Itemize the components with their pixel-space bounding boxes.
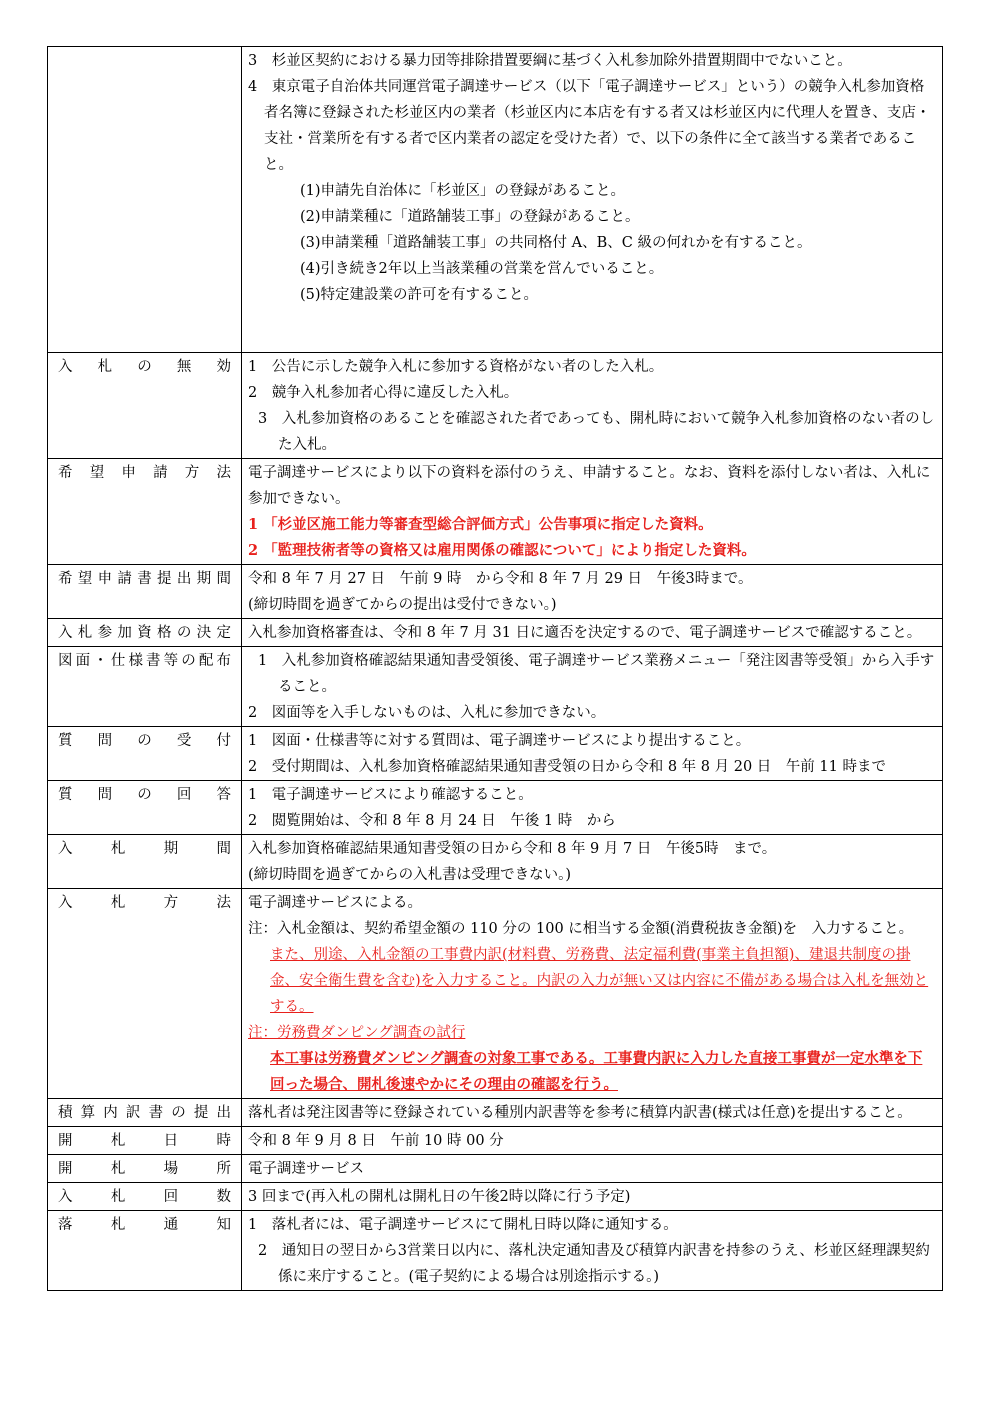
drawings-distribution-label-cell: [48, 647, 242, 727]
invalid-bid-item-1: 1 公告に示した競争入札に参加する資格がない者のした入札。: [248, 359, 664, 375]
application-period-label: 希望申請書提出期間: [58, 571, 231, 587]
application-required-doc-2: 2 「監理技術者等の資格又は雇用関係の確認について」により指定した資料。: [248, 542, 756, 559]
table-row-bid-method: [48, 889, 943, 1099]
application-period-line-2: (締切時間を過ぎてからの提出は受付できない。): [248, 597, 557, 613]
opening-place-text: 電子調達サービス: [248, 1161, 364, 1177]
application-required-doc-1: 1 「杉並区施工能力等審査型総合評価方式」公告事項に指定した資料。: [248, 516, 713, 533]
qualification-decision-label-cell: [48, 619, 242, 647]
condition-3: (3)申請業種「道路舗装工事」の共同格付 A、B、C 級の何れかを有すること。: [300, 235, 812, 251]
bid-period-line-2: (締切時間を過ぎてからの入札書は受理できない。): [248, 867, 572, 883]
award-notice-label-cell: [48, 1211, 242, 1291]
qualification-decision-content-cell: [242, 619, 943, 647]
bid-method-cost-breakdown-text: また、別途、入札金額の工事費内訳(材料費、労務費、法定福利費(事業主負担額)、建退共制度の掛金、安全衛生費を含む)を入力すること。内訳の入力が無い又は内容に不備がある場合は入札を無効とする。: [270, 947, 929, 1015]
application-period-label-cell: [48, 565, 242, 619]
question-answer-label-cell: [48, 781, 242, 835]
bid-period-line-1: 入札参加資格確認結果通知書受領の日から令和 8 年 9 月 7 日 午後5時 まで。: [248, 841, 777, 857]
question-receipt-item-2: 2 受付期間は、入札参加資格確認結果通知書受領の日から令和 8 年 8 月 20 日 午前 11 時まで: [248, 759, 886, 775]
award-notice-label: 落 札 通 知: [58, 1217, 231, 1233]
bid-method-dumping-note-text: 本工事は労務費ダンピング調査の対象工事である。工事費内訳に入力した直接工事費が一定水準を下回った場合、開札後速やかにその理由の確認を行う。: [270, 1050, 923, 1093]
table-row-estimate-submission: [48, 1099, 943, 1127]
table-row-opening-datetime: [48, 1127, 943, 1155]
table-row-drawings-distribution: [48, 647, 943, 727]
condition-4: (4)引き続き2年以上当該業種の営業を営んでいること。: [300, 261, 664, 277]
condition-1: (1)申請先自治体に「杉並区」の登録があること。: [300, 183, 626, 199]
condition-5: (5)特定建設業の許可を有すること。: [300, 287, 539, 303]
bid-method-content-cell: [242, 889, 943, 1099]
table-row-award-notice: [48, 1211, 943, 1291]
bid-count-text: 3 回まで(再入札の開札は開札日の午後2時以降に行う予定): [248, 1189, 631, 1205]
drawings-distribution-item-2: 2 図面等を入手しないものは、入札に参加できない。: [248, 705, 606, 721]
qualification-decision-label: 入札参加資格の決定: [58, 625, 231, 641]
estimate-submission-text: 落札者は発注図書等に登録されている種別内訳書等を参考に積算内訳書(様式は任意)を提出すること。: [248, 1105, 912, 1121]
application-method-text: 電子調達サービスにより以下の資料を添付のうえ、申請すること。なお、資料を添付しない者は、入札に参加できない。: [248, 465, 931, 507]
question-answer-item-2: 2 閲覧開始は、令和 8 年 8 月 24 日 午後 1 時 から: [248, 813, 616, 829]
bid-period-label-cell: [48, 835, 242, 889]
application-method-label: 希望申請方法: [58, 465, 231, 481]
opening-place-content-cell: [242, 1155, 943, 1183]
drawings-distribution-item-1: 1 入札参加資格確認結果通知書受領後、電子調達サービス業務メニュー「発注図書等受領」から入手すること。: [258, 653, 935, 695]
eligibility-item-3: 3 杉並区契約における暴力団等排除措置要綱に基づく入札参加除外措置期間中でないこと。: [248, 53, 852, 69]
opening-place-label-cell: [48, 1155, 242, 1183]
table-row-application-method: [48, 459, 943, 565]
table-row-eligibility: [48, 47, 943, 353]
eligibility-label-cell: [48, 47, 242, 353]
qualification-decision-text: 入札参加資格審査は、令和 8 年 7 月 31 日に適否を決定するので、電子調達サービスで確認すること。: [248, 625, 922, 641]
bid-method-dumping-note-title: 注：労務費ダンピング調査の試行: [248, 1025, 466, 1041]
table-row-bid-count: [48, 1183, 943, 1211]
award-notice-item-1: 1 落札者には、電子調達サービスにて開札日時以降に通知する。: [248, 1217, 678, 1233]
opening-datetime-content-cell: [242, 1127, 943, 1155]
application-period-content-cell: [242, 565, 943, 619]
question-receipt-item-1: 1 図面・仕様書等に対する質問は、電子調達サービスにより提出すること。: [248, 733, 751, 749]
question-receipt-label: 質 問 の 受 付: [58, 733, 231, 749]
table-row-question-answer: [48, 781, 943, 835]
invalid-bid-item-3: 3 入札参加資格のあることを確認された者であっても、開札時において競争入札参加資格のない者のした入札。: [258, 411, 935, 453]
opening-datetime-label: 開 札 日 時: [58, 1133, 231, 1149]
application-method-label-cell: [48, 459, 242, 565]
drawings-distribution-label: 図面・仕様書等の配布: [58, 653, 231, 669]
application-method-content-cell: [242, 459, 943, 565]
estimate-submission-label-cell: [48, 1099, 242, 1127]
bid-method-label-cell: [48, 889, 242, 1099]
invalid-bid-label-cell: [48, 353, 242, 459]
bid-period-label: 入 札 期 間: [58, 841, 231, 857]
question-answer-label: 質 問 の 回 答: [58, 787, 231, 803]
bid-count-content-cell: [242, 1183, 943, 1211]
question-receipt-content-cell: [242, 727, 943, 781]
question-answer-content-cell: [242, 781, 943, 835]
award-notice-content-cell: [242, 1211, 943, 1291]
invalid-bid-content-cell: [242, 353, 943, 459]
invalid-bid-label: 入 札 の 無 効: [58, 359, 231, 375]
opening-datetime-text: 令和 8 年 9 月 8 日 午前 10 時 00 分: [248, 1133, 504, 1149]
eligibility-item-4: 4 東京電子自治体共同運営電子調達サービス（以下「電子調達サービス」という）の競争入札参加資格者名簿に登録された杉並区内の業者（杉並区内に本店を有する者又は杉並区内に代理人を置き、支店・支社・営業所を有する者で区内業者の認定を受けた者）で、以下の条件に全て該当する業者であること。: [248, 79, 931, 173]
invalid-bid-item-2: 2 競争入札参加者心得に違反した入札。: [248, 385, 519, 401]
award-notice-item-2: 2 通知日の翌日から3営業日以内に、落札決定通知書及び積算内訳書を持参のうえ、杉並区経理課契約係に来庁すること。(電子契約による場合は別途指示する。): [258, 1243, 930, 1285]
table-row-qualification-decision: [48, 619, 943, 647]
table-row-application-period: [48, 565, 943, 619]
bid-method-label: 入 札 方 法: [58, 895, 231, 911]
opening-datetime-label-cell: [48, 1127, 242, 1155]
table-row-opening-place: [48, 1155, 943, 1183]
table-row-bid-period: [48, 835, 943, 889]
bid-period-content-cell: [242, 835, 943, 889]
bid-notice-table: [47, 46, 943, 1291]
bid-method-line-1: 電子調達サービスによる。: [248, 895, 422, 911]
estimate-submission-label: 積算内訳書の提出: [58, 1105, 231, 1121]
opening-place-label: 開 札 場 所: [58, 1161, 231, 1177]
bid-method-note-1: 注：入札金額は、契約希望金額の 110 分の 100 に相当する金額(消費税抜き金額)を 入力すること。: [248, 921, 914, 937]
condition-2: (2)申請業種に「道路舗装工事」の登録があること。: [300, 209, 640, 225]
drawings-distribution-content-cell: [242, 647, 943, 727]
question-answer-item-1: 1 電子調達サービスにより確認すること。: [248, 787, 533, 803]
eligibility-content-cell: [242, 47, 943, 353]
table-row-question-receipt: [48, 727, 943, 781]
question-receipt-label-cell: [48, 727, 242, 781]
application-period-line-1: 令和 8 年 7 月 27 日 午前 9 時 から令和 8 年 7 月 29 日 午後3時まで。: [248, 571, 753, 587]
bid-count-label: 入 札 回 数: [58, 1189, 231, 1205]
table-row-invalid-bid: [48, 353, 943, 459]
estimate-submission-content-cell: [242, 1099, 943, 1127]
bid-count-label-cell: [48, 1183, 242, 1211]
